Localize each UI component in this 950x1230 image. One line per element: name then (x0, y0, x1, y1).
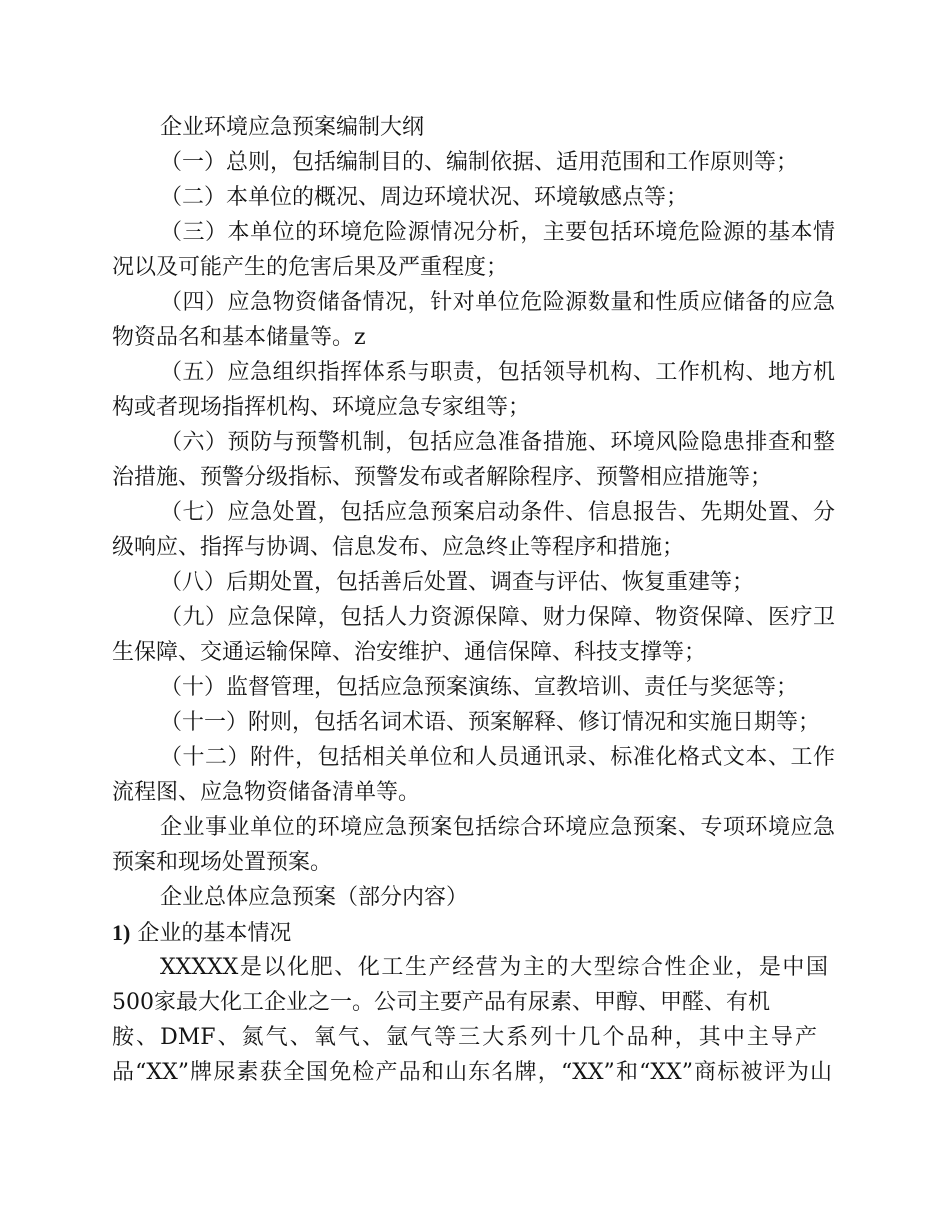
outline-item-6-line-1: （六）预防与预警机制，包括应急准备措施、环境风险隐患排查和整 (160, 430, 835, 455)
outline-item-9-line-1: （九）应急保障，包括人力资源保障、财力保障、物资保障、医疗卫 (160, 605, 835, 630)
outline-item-4-line-1: （四）应急物资储备情况，针对单位危险源数量和性质应储备的应急 (160, 290, 835, 315)
outline-item-4-line-2: 物资品名和基本储量等。z (112, 325, 366, 350)
section-1-number: 1) (112, 920, 131, 945)
outline-item-7-line-2: 级响应、指挥与协调、信息发布、应急终止等程序和措施； (112, 535, 685, 560)
outline-item-1: （一）总则，包括编制目的、编制依据、适用范围和工作原则等； (160, 150, 799, 175)
outline-item-5-line-2: 构或者现场指挥机构、环境应急专家组等； (112, 395, 531, 420)
company-paragraph-line-3: 胺、DMF、氮气、氧气、氩气等三大系列十几个品种，其中主导产 (112, 1025, 817, 1050)
outline-item-6-line-2: 治措施、预警分级指标、预警发布或者解除程序、预警相应措施等； (112, 465, 773, 490)
outline-item-8: （八）后期处置，包括善后处置、调查与评估、恢复重建等； (160, 570, 755, 595)
section-1-title: 企业的基本情况 (130, 921, 292, 946)
outline-item-3-line-2: 况以及可能产生的危害后果及严重程度； (112, 255, 509, 280)
outline-item-7-line-1: （七）应急处置，包括应急预案启动条件、信息报告、先期处置、分 (160, 500, 835, 525)
company-paragraph-line-2: 500家最大化工企业之一。公司主要产品有尿素、甲醇、甲醛、有机 (112, 990, 770, 1015)
outline-item-9-line-2: 生保障、交通运输保障、治安维护、通信保障、科技支撑等； (112, 640, 707, 665)
company-paragraph-line-1: XXXXX是以化肥、化工生产经营为主的大型综合性企业，是中国 (160, 955, 828, 980)
outline-item-2: （二）本单位的概况、周边环境状况、环境敏感点等； (160, 185, 689, 210)
outline-item-12-line-2: 流程图、应急物资储备清单等。 (112, 780, 421, 805)
outline-item-10: （十）监督管理，包括应急预案演练、宣教培训、责任与奖惩等； (160, 675, 799, 700)
company-paragraph-line-4: 品“XX”牌尿素获全国免检产品和山东名牌，“XX”和“XX”商标被评为山 (112, 1060, 832, 1085)
summary-line-1: 企业事业单位的环境应急预案包括综合环境应急预案、专项环境应急 (160, 815, 835, 840)
outline-heading: 企业环境应急预案编制大纲 (160, 115, 425, 140)
outline-item-5-line-1: （五）应急组织指挥体系与职责，包括领导机构、工作机构、地方机 (160, 360, 835, 385)
outline-item-12-line-1: （十二）附件，包括相关单位和人员通讯录、标准化格式文本、工作 (160, 745, 835, 770)
overall-plan-heading: 企业总体应急预案（部分内容） (160, 885, 469, 910)
outline-item-3-line-1: （三）本单位的环境危险源情况分析，主要包括环境危险源的基本情 (160, 220, 835, 245)
section-1-heading (112, 919, 832, 948)
outline-item-11: （十一）附则，包括名词术语、预案解释、修订情况和实施日期等； (160, 710, 821, 735)
summary-line-2: 预案和现场处置预案。 (112, 850, 333, 875)
